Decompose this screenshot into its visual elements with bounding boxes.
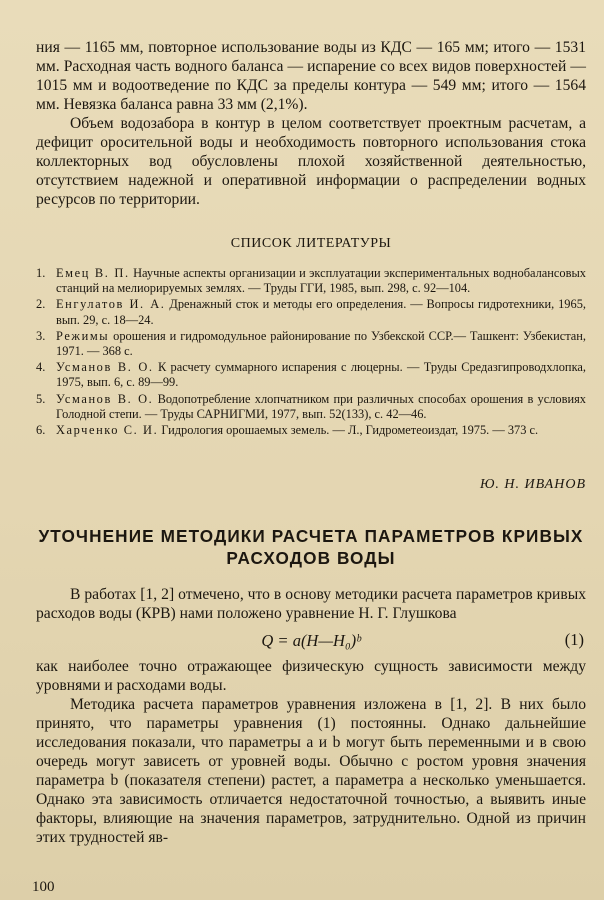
- reference-item: [36, 392, 586, 422]
- reference-text: Научные аспекты организации и эксплуатации экспериментальных воднобалансовых станций на мелиорируемых землях. — Труды ГГИ, 1985, вып. 298, с. 92—104.: [56, 266, 586, 296]
- paragraph-intro: В работах [1, 2] отмечено, что в основу методики расчета параметров кривых расходов воды (КРВ) нами положено уравнение Н. Г. Глушкова: [36, 586, 586, 623]
- reference-text: Водопотребление хлопчатником при различных способах орошения в условиях Голодной степи. — Труды САРНИГМИ, 1977, вып. 52(133), с. 42—46.: [56, 391, 586, 421]
- reference-item: [36, 423, 586, 438]
- article-author: Ю. Н. ИВАНОВ: [479, 477, 586, 493]
- reference-author: Харченко С. И.: [56, 423, 159, 438]
- reference-item: [36, 329, 586, 359]
- formula: Q = a(H—H₀)ᵇ: [261, 631, 361, 651]
- bibliography-title: СПИСОК ЛИТЕРАТУРЫ: [230, 236, 392, 251]
- reference-number: 1.: [36, 266, 46, 280]
- formula-number: (1): [564, 630, 584, 650]
- paragraph-water-balance: ния — 1165 мм, повторное использование воды из КДС — 165 мм; итого — 1531 мм. Расходная часть водного баланса — испарение со всех видов поверхностей — 1015 мм и водоотведение по КДС за пределы контура — 549 мм; итого — 1564 мм. Невязка баланса равна 33 мм (2,1%).: [36, 39, 586, 113]
- page-number: 100: [32, 879, 55, 895]
- reference-number: 3.: [36, 328, 46, 343]
- article-title-line: УТОЧНЕНИЕ МЕТОДИКИ РАСЧЕТА ПАРАМЕТРОВ КРИВЫХ: [38, 526, 584, 547]
- bibliography-list: [36, 266, 586, 438]
- reference-item: [36, 360, 586, 390]
- reference-text: Дренажный сток и методы его определения. — Вопросы гидротехники, 1965, вып. 29, с. 18—24.: [56, 297, 586, 327]
- reference-number: 5.: [36, 391, 46, 406]
- paragraph-water-intake: Объем водозабора в контур в целом соответствует проектным расчетам, а дефицит оросительной воды и необходимость повторного использования стока коллекторных вод обусловлены плохой хозяйственной деятельностью, отсутствием надежной и оперативной информации о распределении водных ресурсов по территории.: [36, 115, 586, 208]
- reference-author: Усманов В. О.: [56, 360, 154, 375]
- reference-number: 2.: [36, 297, 46, 312]
- formula-row: [36, 623, 586, 657]
- reference-number: 4.: [36, 360, 46, 375]
- reference-text: Гидрология орошаемых земель. — Л., Гидрометеоиздат, 1975. — 373 с.: [161, 423, 539, 438]
- paragraph-method: Методика расчета параметров уравнения изложена в [1, 2]. В них было принято, что параметры уравнения (1) постоянны. Однако дальнейшие исследования показали, что параметры a и b могут быть переменными и в свою очередь могут зависеть от уровней воды. Обычно с ростом уровня значения параметра b (показателя степени) растет, а параметра a несколько уменьшается. Однако эта зависимость отличается недостаточной точностью, а выявить иные факторы, влияющие на значения параметров, затруднительно. Одной из причин этих трудностей яв-: [36, 696, 586, 847]
- reference-author: Усманов В. О.: [56, 391, 154, 406]
- article-title-line: РАСХОДОВ ВОДЫ: [226, 548, 396, 569]
- paragraph-physical-essence: как наиболее точно отражающее физическую сущность зависимости между уровнями и расходами воды.: [36, 658, 586, 695]
- reference-text: К расчету суммарного испарения с люцерны. — Труды Средазгипроводхлопка, 1975, вып. 6, с. 89—99.: [56, 360, 586, 390]
- reference-item: [36, 266, 586, 296]
- article-title: [36, 525, 586, 569]
- reference-item: [36, 297, 586, 327]
- reference-author: Режимы: [56, 328, 110, 343]
- reference-text: орошения и гидромодульное районирование по Узбекской ССР.— Ташкент: Узбекистан, 1971. — 368 с.: [56, 328, 586, 359]
- reference-author: Енгулатов И. А.: [56, 297, 166, 312]
- reference-number: 6.: [36, 423, 46, 438]
- reference-author: Емец В. П.: [56, 266, 130, 280]
